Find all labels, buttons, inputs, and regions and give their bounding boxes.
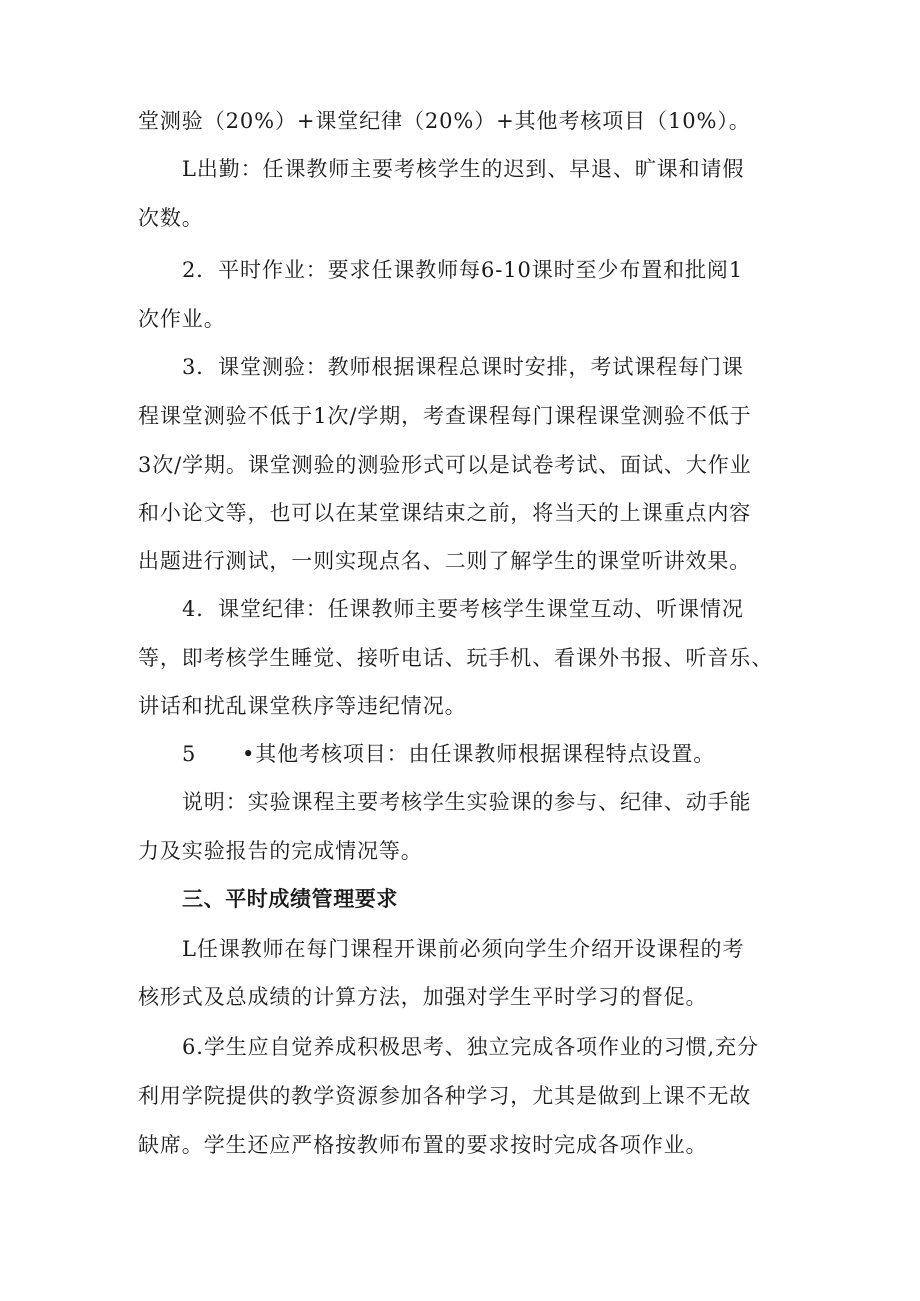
paragraph-homework-line-2: 次作业。 xyxy=(138,307,226,331)
section-heading-3: 三、平时成绩管理要求 xyxy=(182,887,398,911)
paragraph-quiz-line-4: 和小论文等，也可以在某堂课结束之前，将当天的上课重点内容 xyxy=(138,501,752,525)
paragraph-other-items-number: 5 xyxy=(182,742,197,766)
paragraph-quiz-line-3: 3次/学期。课堂测验的测验形式可以是试卷考试、面试、大作业 xyxy=(138,453,752,477)
paragraph-discipline-line-2: 等，即考核学生睡觉、接听电话、玩手机、看课外书报、听音乐、 xyxy=(138,646,774,670)
paragraph-attendance-line-1: L出勤：任课教师主要考核学生的迟到、早退、旷课和请假 xyxy=(182,157,745,181)
paragraph-quiz-line-2: 程课堂测验不低于1次/学期，考查课程每门课程课堂测验不低于 xyxy=(138,404,752,428)
paragraph-attendance-line-2: 次数。 xyxy=(138,206,204,230)
paragraph-quiz-line-1: 3．课堂测验：教师根据课程总课时安排，考试课程每门课 xyxy=(182,355,744,379)
paragraph-requirement-6-line-2: 利用学院提供的教学资源参加各种学习，尤其是做到上课不无故 xyxy=(138,1084,752,1108)
paragraph-other-items xyxy=(182,739,798,769)
paragraph-requirement-1-line-2: 核形式及总成绩的计算方法，加强对学生平时学习的督促。 xyxy=(138,985,708,1009)
paragraph-homework-line-1: 2．平时作业：要求任课教师每6-10课时至少布置和批阅1 xyxy=(182,258,744,282)
paragraph-other-items-text: •其他考核项目：由任课教师根据课程特点设置。 xyxy=(242,742,716,766)
paragraph-discipline-line-3: 讲话和扰乱课堂秩序等违纪情况。 xyxy=(138,694,467,718)
paragraph-requirement-1-line-1: L任课教师在每门课程开课前必须向学生介绍开设课程的考 xyxy=(182,937,745,961)
paragraph-quiz-line-5: 出题进行测试，一则实现点名、二则了解学生的课堂听讲效果。 xyxy=(138,549,752,573)
paragraph-0-line-1: 堂测验（20%）+课堂纪律（20%）+其他考核项目（10%）。 xyxy=(138,109,751,133)
paragraph-discipline-line-1: 4．课堂纪律：任课教师主要考核学生课堂互动、听课情况 xyxy=(182,597,744,621)
paragraph-requirement-6-line-3: 缺席。学生还应严格按教师布置的要求按时完成各项作业。 xyxy=(138,1133,708,1157)
paragraph-note-line-1: 说明：实验课程主要考核学生实验课的参与、纪律、动手能 xyxy=(182,790,752,814)
paragraph-note-line-2: 力及实验报告的完成情况等。 xyxy=(138,839,423,863)
paragraph-requirement-6-line-1: 6.学生应自觉养成积极思考、独立完成各项作业的习惯,充分 xyxy=(182,1035,759,1059)
